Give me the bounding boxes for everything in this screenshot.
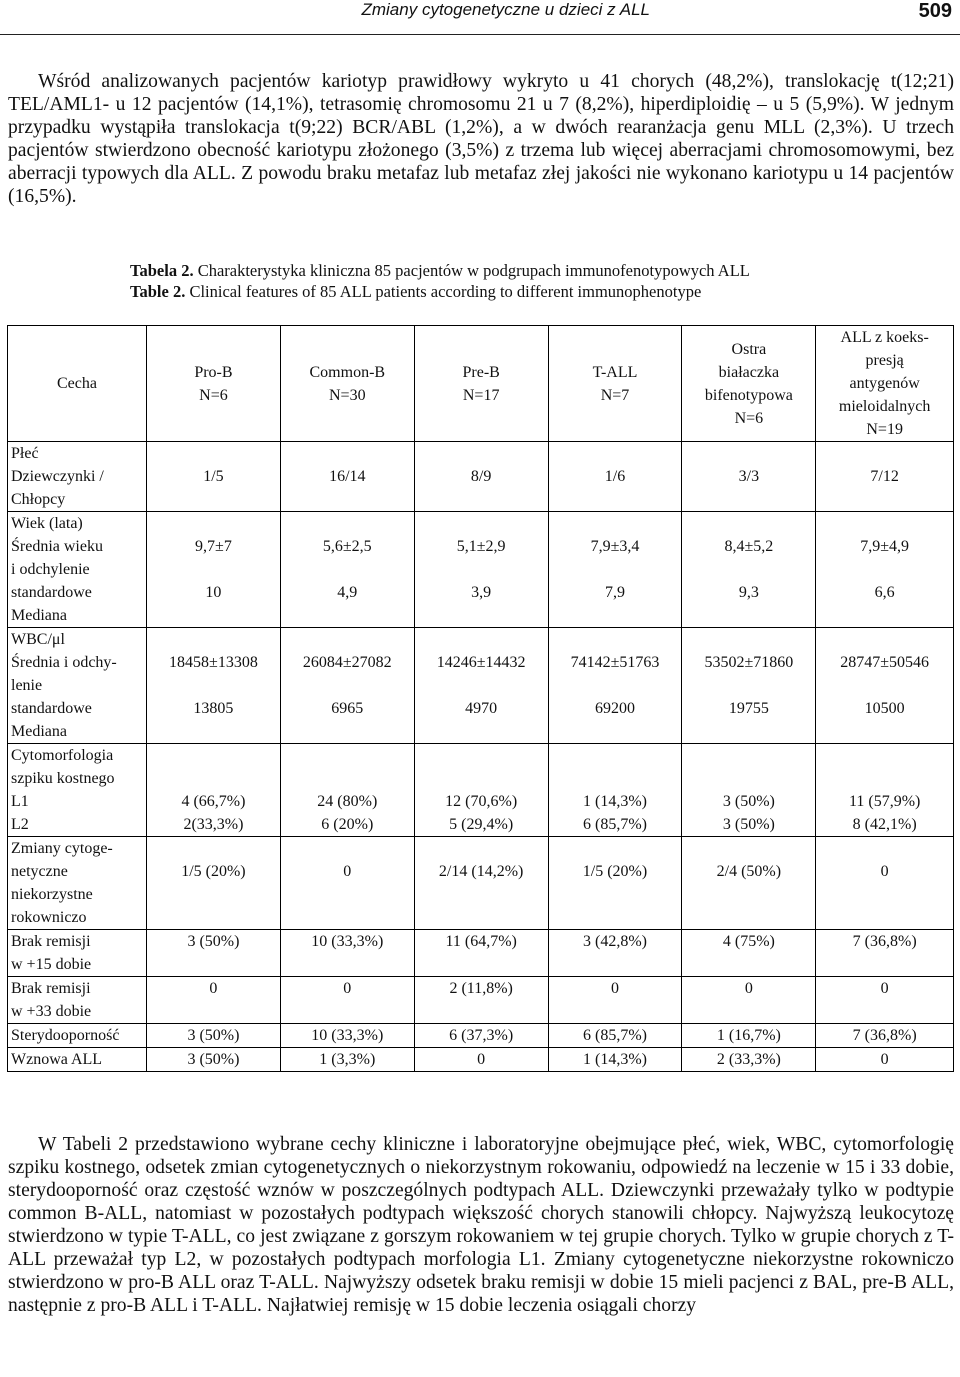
header-cell-group: ALL z koeks- presją antygenów mieloidalnych N=19 (816, 326, 954, 442)
value-cell: 0 (816, 977, 954, 1024)
value-cell: 1/5 (20%) (548, 837, 682, 930)
value-cell: 7 (36,8%) (816, 1024, 954, 1048)
feature-cell: Sterydooporność (8, 1024, 147, 1048)
value-cell: 0 (816, 1048, 954, 1072)
caption-en-label: Table 2. (130, 282, 186, 301)
value-cell: 6 (85,7%) (548, 1024, 682, 1048)
value-cell: 5,1±2,9 3,9 (414, 512, 548, 628)
table-row (8, 628, 954, 744)
value-cell: 3 (50%) (147, 1024, 281, 1048)
value-cell: 1/5 (147, 442, 281, 512)
page-number: 509 (918, 0, 952, 22)
value-cell: 0 (147, 977, 281, 1024)
discussion-paragraph: W Tabeli 2 przedstawiono wybrane cechy kliniczne i laboratoryjne obejmujące płeć, wiek, WBC, cytomorfologię szpiku kostnego, odsetek zmian cytogenetycznych o niekorzystnym rokowaniu, odpowiedź na leczenie w 15 i 33 dobie, sterydooporność oraz częstość wznów w poszczególnych podtypach ALL. Dziewczynki przeważały tylko w podtypie common B-ALL, natomiast w pozostałych podtypach większość chorych stanowili chłopcy. Najwyższą leukocytozę stwierdzono w typie T-ALL, co jest związane z gorszym rokowaniem w tej grupie chorych. Tylko w grupie chorych z T-ALL przeważał typ L2, w pozostałych podtypach morfologia L1. Zmiany cytogenetyczne niekorzystne rokowniczo stwierdzono w pro-B ALL oraz T-ALL. Najwyższy odsetek braku remisji w dobie 15 mieli pacjenci z BAL, pre-B ALL, następnie z pro-B ALL i T-ALL. Najłatwiej remisję w 15 dobie leczenia osiągali chorzy (8, 1134, 954, 1316)
caption-pl-text: Charakterystyka kliniczna 85 pacjentów w podgrupach immunofenotypowych ALL (193, 261, 750, 280)
table-caption (130, 260, 750, 302)
value-cell: 2 (11,8%) (414, 977, 548, 1024)
value-cell: 18458±13308 13805 (147, 628, 281, 744)
table-row (8, 837, 954, 930)
value-cell: 14246±14432 4970 (414, 628, 548, 744)
caption-english (130, 281, 750, 302)
table-body (8, 442, 954, 1072)
feature-cell: Wznowa ALL (8, 1048, 147, 1072)
header-cell-group: Common-B N=30 (280, 326, 414, 442)
table-row (8, 930, 954, 977)
value-cell: 16/14 (280, 442, 414, 512)
value-cell: 74142±51763 69200 (548, 628, 682, 744)
value-cell: 7,9±4,9 6,6 (816, 512, 954, 628)
value-cell: 11 (64,7%) (414, 930, 548, 977)
feature-cell: Zmiany cytoge- netyczne niekorzystne rokowniczo (8, 837, 147, 930)
value-cell: 0 (816, 837, 954, 930)
value-cell: 1 (3,3%) (280, 1048, 414, 1072)
value-cell: 28747±50546 10500 (816, 628, 954, 744)
value-cell: 3 (50%) 3 (50%) (682, 744, 816, 837)
caption-pl-label: Tabela 2. (130, 261, 194, 280)
value-cell: 24 (80%) 6 (20%) (280, 744, 414, 837)
value-cell: 2/4 (50%) (682, 837, 816, 930)
header-rule (0, 34, 960, 35)
value-cell: 5,6±2,5 4,9 (280, 512, 414, 628)
feature-cell: Cytomorfologia szpiku kostnego L1 L2 (8, 744, 147, 837)
value-cell: 8,4±5,2 9,3 (682, 512, 816, 628)
feature-cell: Wiek (lata) Średnia wieku i odchylenie standardowe Mediana (8, 512, 147, 628)
value-cell: 3 (50%) (147, 1048, 281, 1072)
value-cell: 7/12 (816, 442, 954, 512)
feature-cell: Płeć Dziewczynki / Chłopcy (8, 442, 147, 512)
value-cell: 2/14 (14,2%) (414, 837, 548, 930)
table-header-row (8, 326, 954, 442)
value-cell: 1 (14,3%) (548, 1048, 682, 1072)
value-cell: 26084±27082 6965 (280, 628, 414, 744)
intro-paragraph: Wśród analizowanych pacjentów kariotyp prawidłowy wykryto u 41 chorych (48,2%), translokację t(12;21) TEL/AML1- u 12 pacjentów (14,1%), tetrasomię chromosomu 21 u 7 (8,2%), hiperdiploidię – u 5 (5,9%). W jednym przypadku wystąpiła translokacja t(9;22) BCR/ABL (1,2%), a w dwóch rearanżacja genu MLL (2,3%). U trzech pacjentów stwierdzono obecność kariotypu złożonego (3,5%) z trzema lub więcej aberracjami chromosomowymi, bez aberracji typowych dla ALL. Z powodu braku metafaz lub metafaz złej jakości nie wykonano kariotypu u 14 pacjentów (16,5%). (8, 71, 954, 207)
header-cell-group: Pro-B N=6 (147, 326, 281, 442)
value-cell: 4 (75%) (682, 930, 816, 977)
feature-cell: Brak remisji w +33 dobie (8, 977, 147, 1024)
value-cell: 1/6 (548, 442, 682, 512)
value-cell: 0 (548, 977, 682, 1024)
feature-cell: WBC/μl Średnia i odchy- lenie standardowe Mediana (8, 628, 147, 744)
value-cell: 0 (280, 837, 414, 930)
caption-polish (130, 260, 750, 281)
caption-en-text: Clinical features of 85 ALL patients according to different immunophenotype (185, 282, 702, 301)
value-cell: 11 (57,9%) 8 (42,1%) (816, 744, 954, 837)
table-row (8, 1024, 954, 1048)
value-cell: 2 (33,3%) (682, 1048, 816, 1072)
table-row (8, 1048, 954, 1072)
page-header (0, 0, 960, 36)
header-cell-group: Pre-B N=17 (414, 326, 548, 442)
value-cell: 8/9 (414, 442, 548, 512)
value-cell: 0 (682, 977, 816, 1024)
value-cell: 10 (33,3%) (280, 1024, 414, 1048)
value-cell: 4 (66,7%) 2(33,3%) (147, 744, 281, 837)
running-title: Zmiany cytogenetyczne u dzieci z ALL (361, 0, 650, 19)
value-cell: 9,7±7 10 (147, 512, 281, 628)
table-row (8, 512, 954, 628)
feature-cell: Brak remisji w +15 dobie (8, 930, 147, 977)
value-cell: 0 (280, 977, 414, 1024)
value-cell: 3 (50%) (147, 930, 281, 977)
table-row (8, 977, 954, 1024)
value-cell: 7,9±3,4 7,9 (548, 512, 682, 628)
table-row (8, 442, 954, 512)
value-cell: 1/5 (20%) (147, 837, 281, 930)
header-cell-group: T-ALL N=7 (548, 326, 682, 442)
value-cell: 12 (70,6%) 5 (29,4%) (414, 744, 548, 837)
value-cell: 10 (33,3%) (280, 930, 414, 977)
value-cell: 1 (16,7%) (682, 1024, 816, 1048)
clinical-features-table (7, 325, 954, 1072)
header-cell-group: Ostra białaczka bifenotypowa N=6 (682, 326, 816, 442)
value-cell: 53502±71860 19755 (682, 628, 816, 744)
value-cell: 6 (37,3%) (414, 1024, 548, 1048)
value-cell: 3/3 (682, 442, 816, 512)
value-cell: 1 (14,3%) 6 (85,7%) (548, 744, 682, 837)
table-row (8, 744, 954, 837)
header-cell-feature: Cecha (8, 326, 147, 442)
value-cell: 3 (42,8%) (548, 930, 682, 977)
value-cell: 7 (36,8%) (816, 930, 954, 977)
value-cell: 0 (414, 1048, 548, 1072)
